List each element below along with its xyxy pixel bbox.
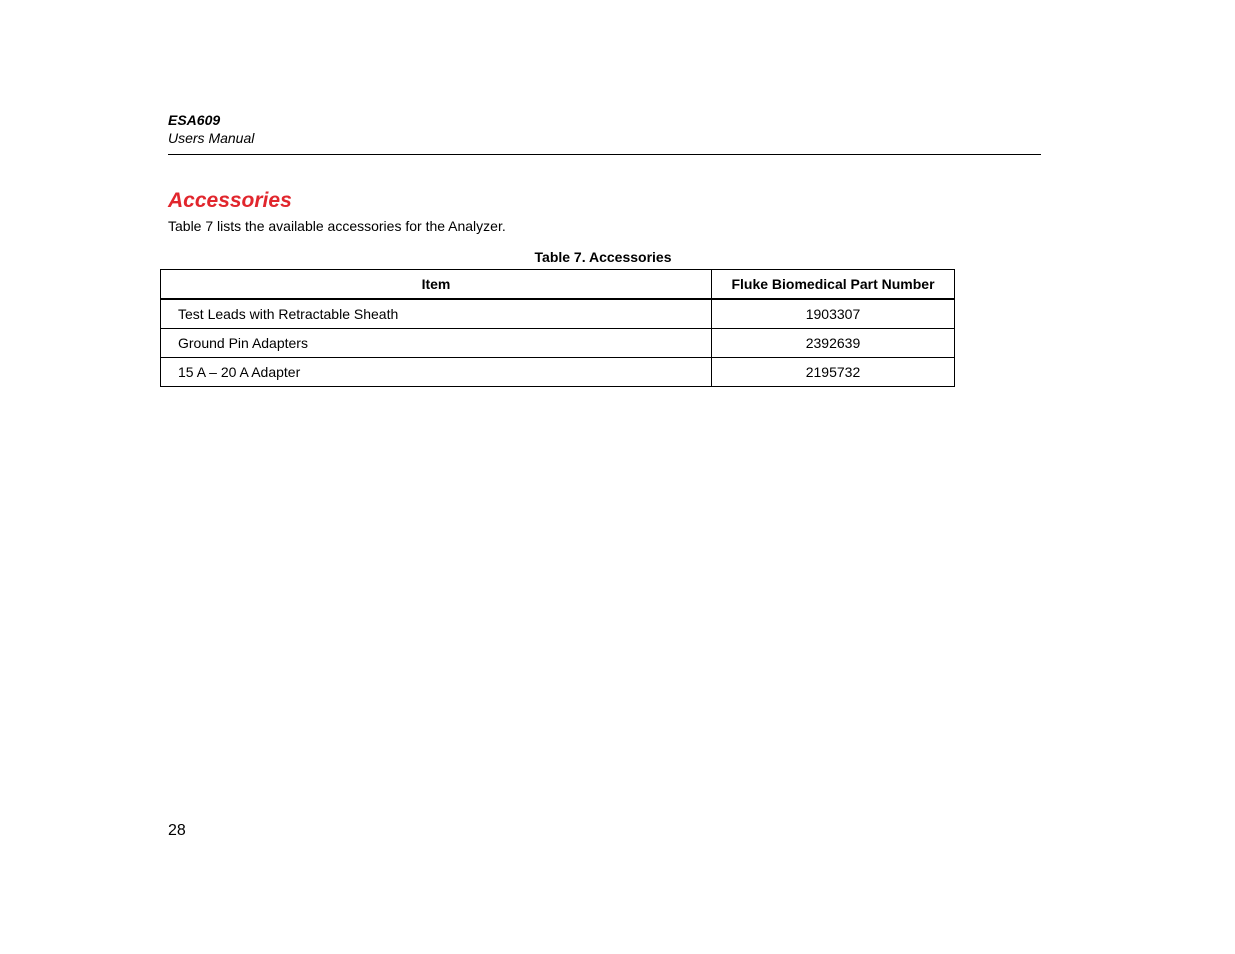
column-header-item: Item <box>161 270 712 300</box>
table-header-row <box>161 270 955 300</box>
intro-paragraph: Table 7 lists the available accessories for the Analyzer. <box>168 218 506 234</box>
table-row <box>161 329 955 358</box>
part-number-cell: 1903307 <box>712 299 955 329</box>
item-cell: 15 A – 20 A Adapter <box>161 358 712 387</box>
accessories-table <box>160 269 955 387</box>
item-cell: Ground Pin Adapters <box>161 329 712 358</box>
table-row <box>161 358 955 387</box>
table-row <box>161 299 955 329</box>
part-number-cell: 2392639 <box>712 329 955 358</box>
column-header-part-number: Fluke Biomedical Part Number <box>712 270 955 300</box>
product-name: ESA609 <box>168 112 221 128</box>
running-header <box>168 111 1041 148</box>
page-number: 28 <box>168 822 186 839</box>
section-title: Accessories <box>168 189 292 212</box>
table-caption: Table 7. Accessories <box>534 249 672 265</box>
header-rule <box>168 154 1041 155</box>
manual-subtitle: Users Manual <box>168 130 255 146</box>
part-number-cell: 2195732 <box>712 358 955 387</box>
item-cell: Test Leads with Retractable Sheath <box>161 299 712 329</box>
